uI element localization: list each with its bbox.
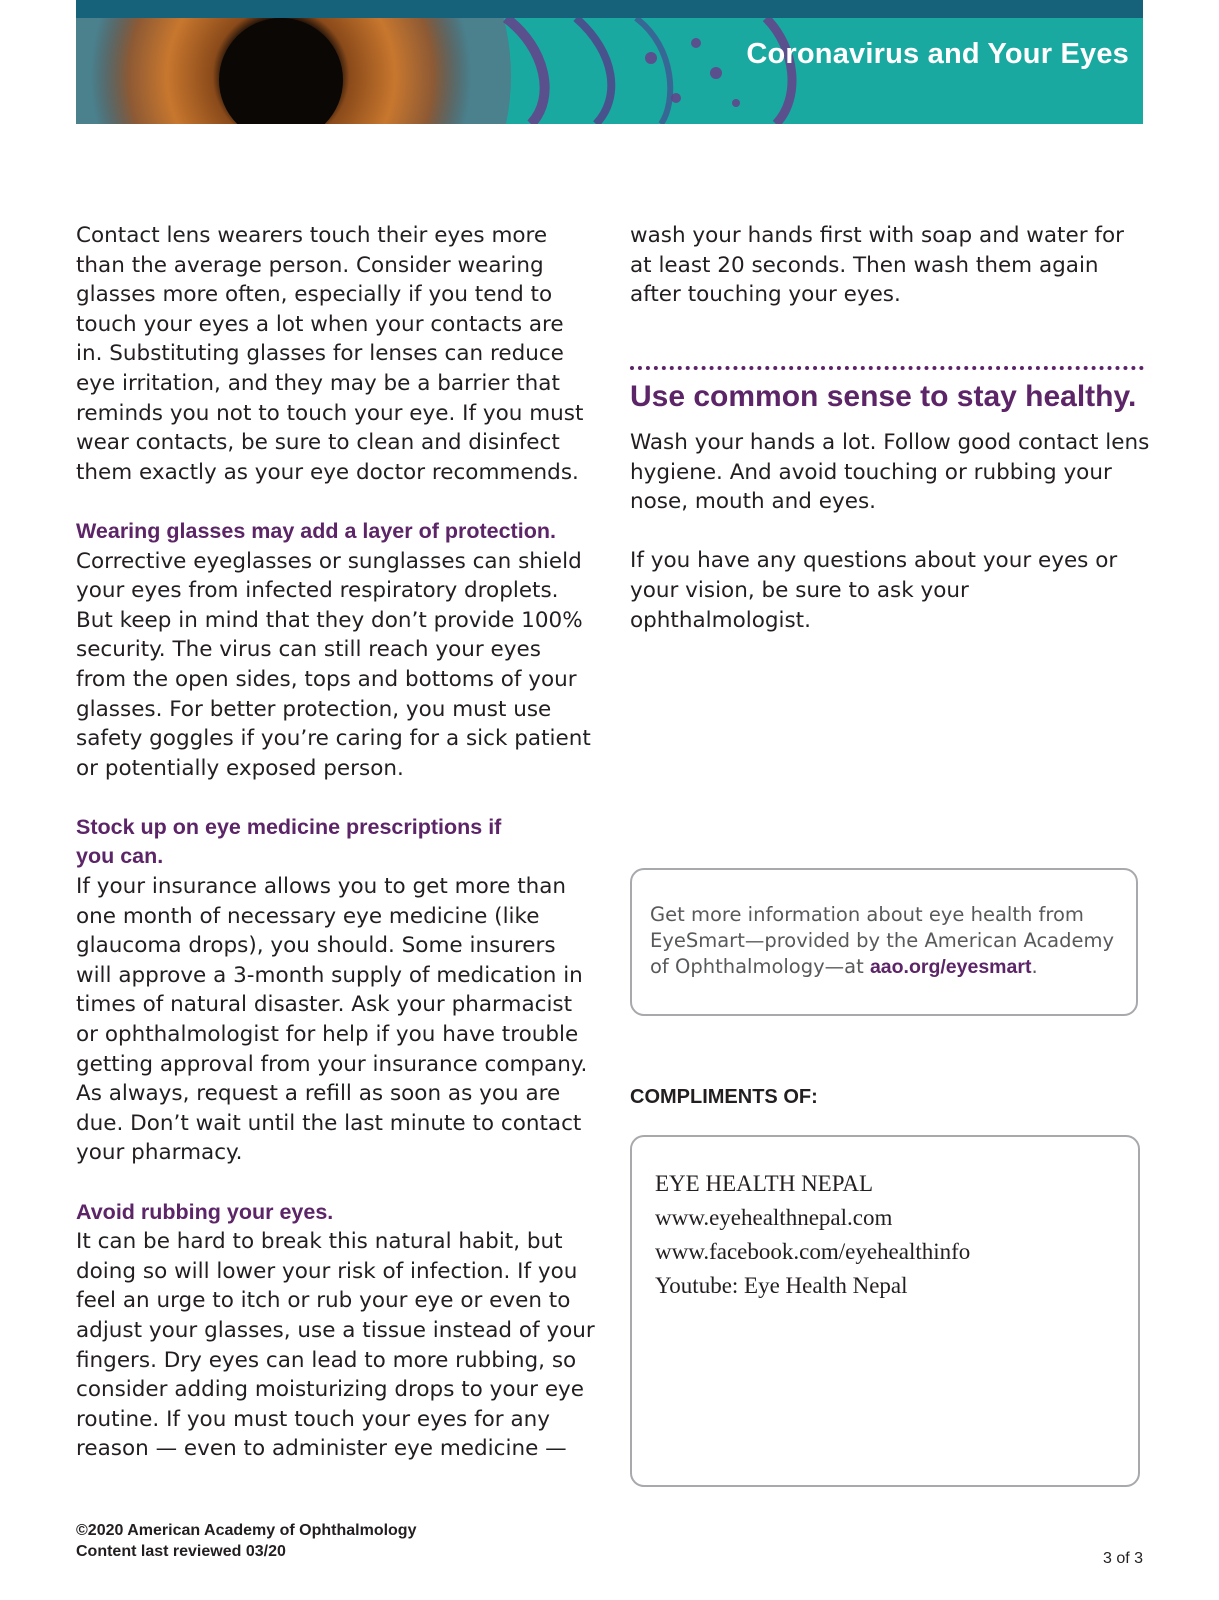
section-heading-prescriptions: Stock up on eye medicine prescriptions if you can. bbox=[76, 814, 502, 869]
copyright-text: ©2020 American Academy of Ophthalmology bbox=[76, 1522, 417, 1539]
dotted-divider bbox=[630, 366, 1144, 370]
intro-paragraph: Contact lens wearers touch their eyes more than the average person. Consider wearing glasses more often, especially if you tend to touch your eyes a lot when your contacts are in. Substituting glasses for lenses can reduce eye irritation, and they may be a barrier that reminds you not to touch your eye. If you must wear contacts, be sure to clean and disinfect them exactly as your eye doctor recommends. bbox=[76, 223, 584, 485]
info-text-body: Get more information about eye health from EyeSmart—provided by the American Academy of Ophthalmology—at bbox=[650, 903, 1115, 978]
section-heading-glasses: Wearing glasses may add a layer of protection. bbox=[76, 518, 556, 543]
right-column-lower bbox=[630, 428, 1150, 635]
banner-top-bar bbox=[76, 0, 1143, 18]
section-body-glasses: Corrective eyeglasses or sunglasses can shield your eyes from infected respiratory droplets. But keep in mind that they don’t provide 100% security. The virus can still reach your eyes from the open sides, tops and bottoms of your glasses. For better protection, you must use safety goggles if you’re caring for a sick patient or potentially exposed person. bbox=[76, 548, 591, 781]
footer bbox=[76, 1520, 416, 1562]
eyesmart-link[interactable]: aao.org/eyesmart bbox=[869, 956, 1032, 978]
section-heading-rubbing: Avoid rubbing your eyes. bbox=[76, 1199, 334, 1224]
compliments-label: COMPLIMENTS OF: bbox=[630, 1086, 818, 1108]
info-text bbox=[650, 902, 1120, 980]
banner-title: Coronavirus and Your Eyes bbox=[746, 38, 1129, 70]
right-column bbox=[630, 221, 1150, 310]
eye-iris-image bbox=[76, 18, 1143, 124]
section-body-prescriptions: If your insurance allows you to get more than one month of necessary eye medicine (like glaucoma drops), you should. Some insurers will approve a 3-month supply of medication in times of natural disaster. Ask your pharmacist or ophthalmologist for help if you have trouble getting approval from your insurance company. As always, request a refill as soon as you are due. Don’t wait until the last minute to contact your pharmacy. bbox=[76, 874, 588, 1166]
common-sense-heading: Use common sense to stay healthy. bbox=[630, 380, 1137, 413]
sponsor-name: EYE HEALTH NEPAL bbox=[655, 1171, 874, 1196]
info-text-end: . bbox=[1031, 955, 1038, 978]
sponsor-youtube: Youtube: Eye Health Nepal bbox=[655, 1273, 908, 1298]
compliments-box bbox=[630, 1135, 1140, 1487]
eyesmart-info-box bbox=[630, 868, 1138, 1016]
section-body-rubbing: It can be hard to break this natural habit, but doing so will lower your risk of infection. If you feel an urge to itch or rub your eye or even to adjust your glasses, use a tissue instead of your fingers. Dry eyes can lead to more rubbing, so consider adding moisturizing drops to your eye routine. If you must touch your eyes for any reason — even to administer eye medicine — bbox=[76, 1229, 595, 1462]
hygiene-paragraph: Wash your hands a lot. Follow good contact lens hygiene. And avoid touching or rubbing your nose, mouth and eyes. bbox=[630, 430, 1150, 515]
questions-paragraph: If you have any questions about your eyes or your vision, be sure to ask your ophthalmologist. bbox=[630, 548, 1118, 633]
left-column bbox=[76, 221, 596, 1464]
continuation-paragraph: wash your hands first with soap and water for at least 20 seconds. Then wash them again after touching your eyes. bbox=[630, 223, 1124, 308]
sponsor-website-link[interactable]: www.eyehealthnepal.com bbox=[655, 1205, 893, 1230]
page-number: 3 of 3 bbox=[1102, 1550, 1143, 1567]
review-date-text: Content last reviewed 03/20 bbox=[76, 1543, 286, 1560]
sponsor-facebook-link[interactable]: www.facebook.com/eyehealthinfo bbox=[655, 1239, 971, 1264]
header-banner bbox=[76, 0, 1143, 124]
